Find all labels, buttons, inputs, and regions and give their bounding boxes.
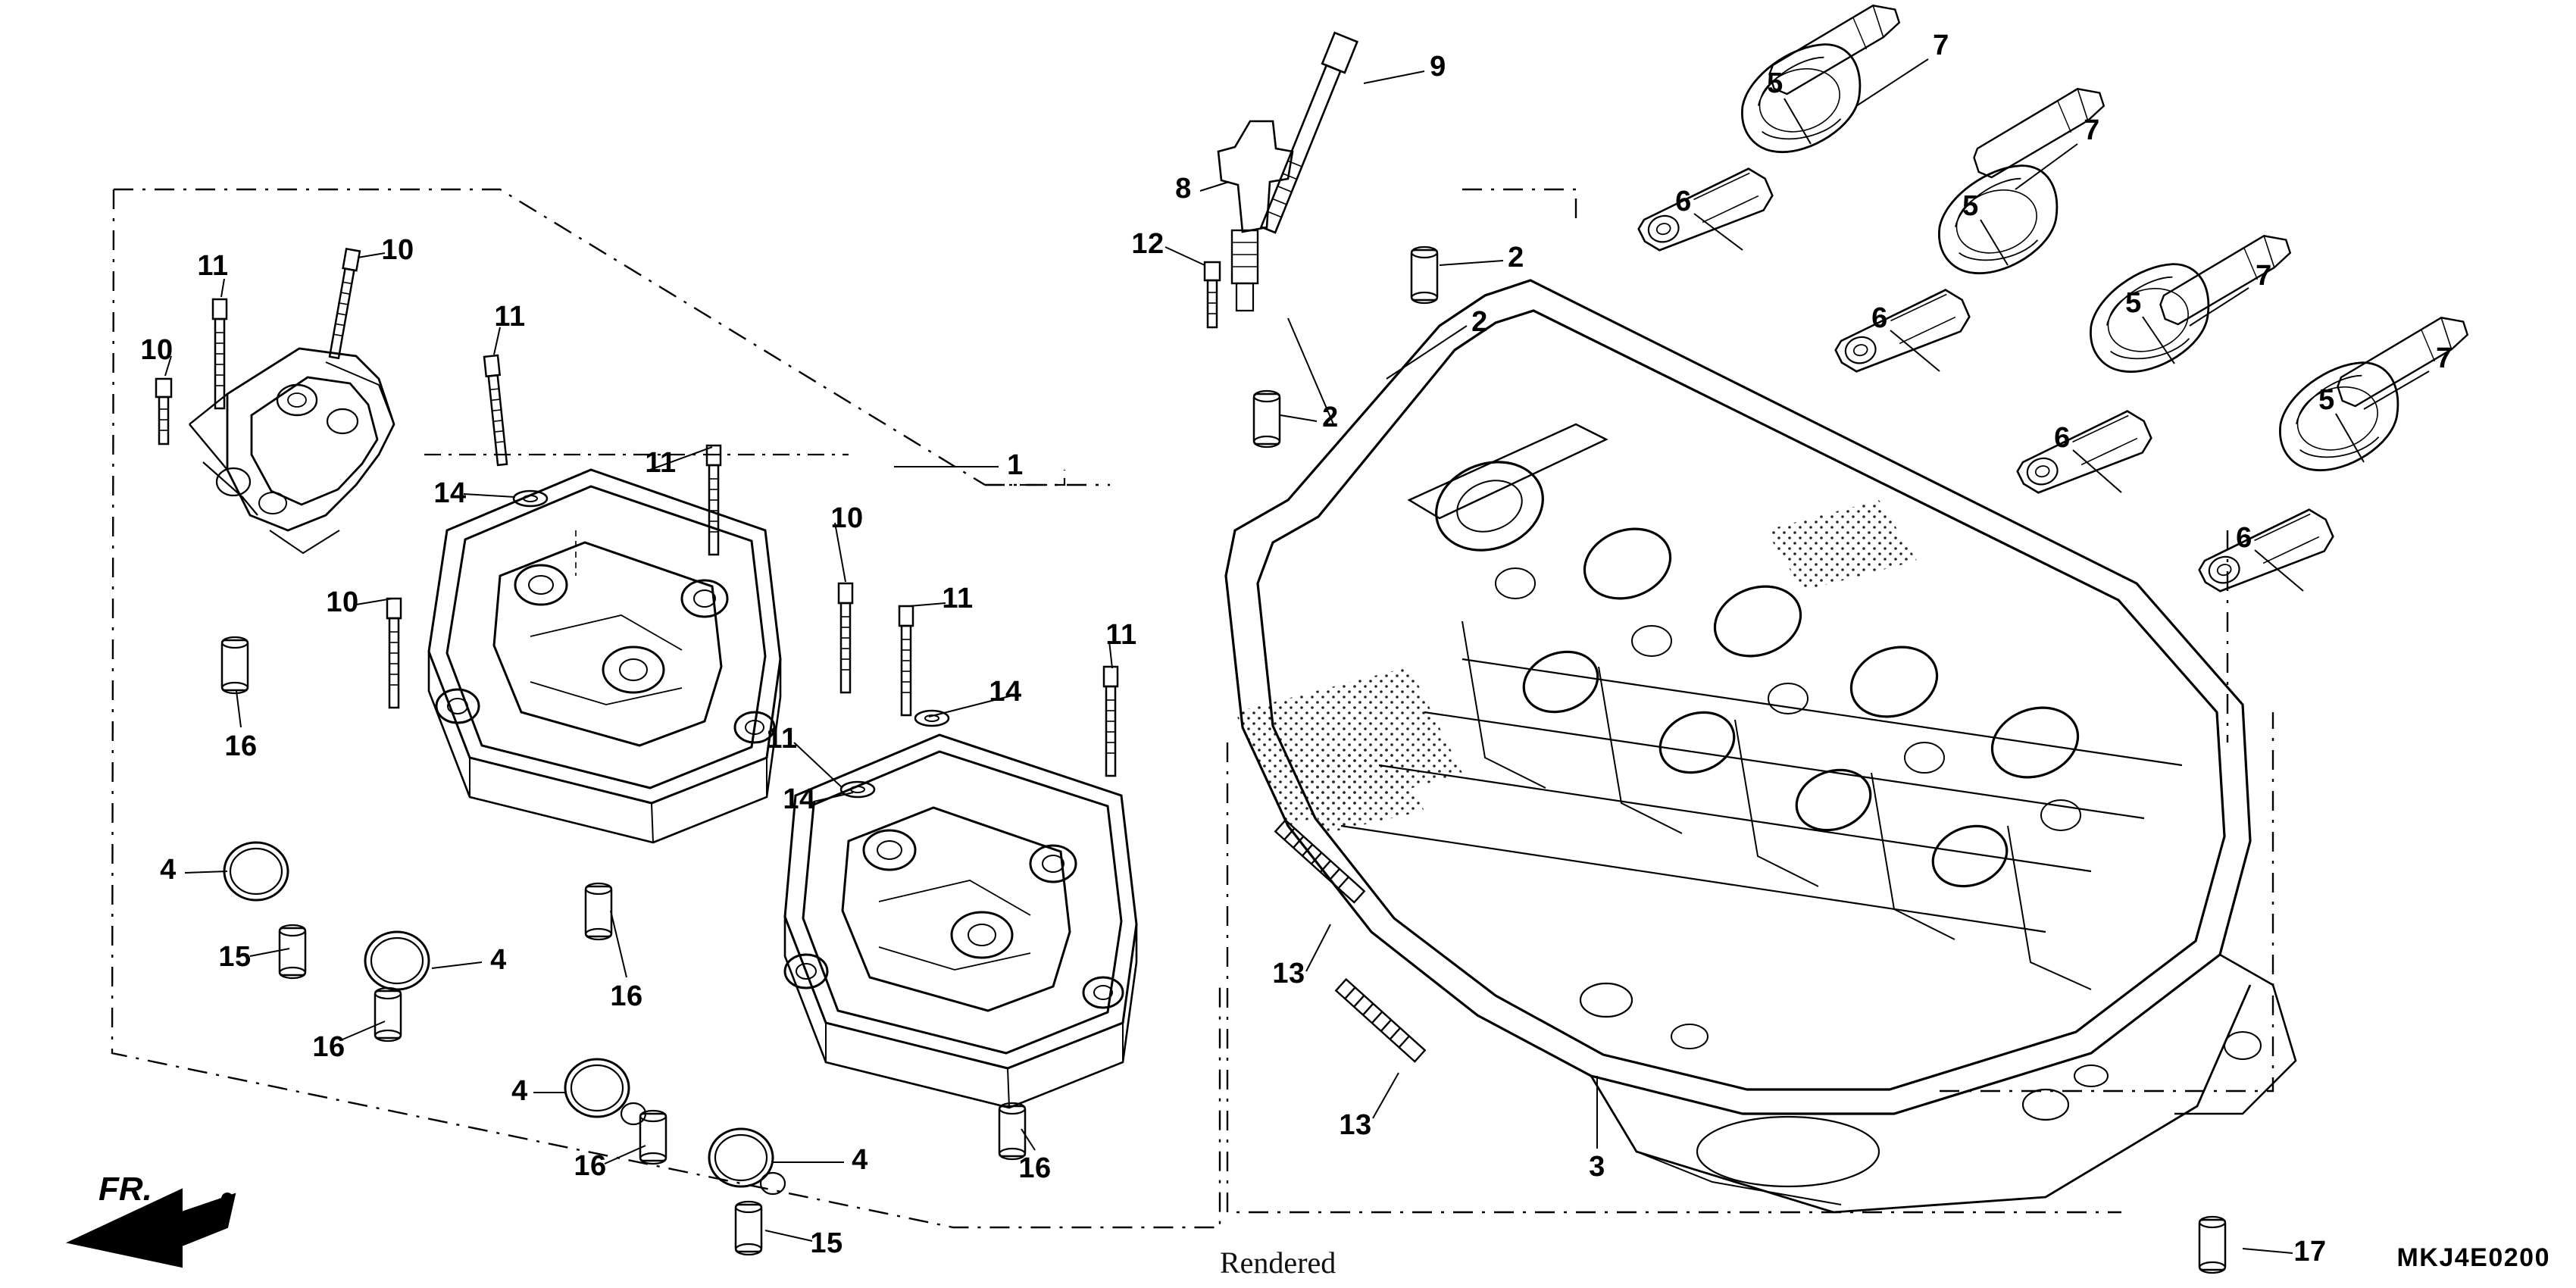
callout-number-16: 16 xyxy=(610,980,643,1012)
callout-number-17: 17 xyxy=(2293,1236,2327,1268)
cover-2-fasteners xyxy=(839,583,1118,1159)
spark-plug xyxy=(1218,121,1333,424)
callout-number-6: 6 xyxy=(1675,186,1692,217)
callout-number-5: 5 xyxy=(2318,384,2335,416)
cylinder-head-cover-1 xyxy=(429,470,780,843)
callout-number-4: 4 xyxy=(490,944,507,976)
camshaft-parts xyxy=(1631,0,2478,595)
callout-number-12: 12 xyxy=(1131,228,1165,260)
callout-number-7: 7 xyxy=(2084,114,2100,146)
callout-number-11: 11 xyxy=(1105,619,1137,651)
cover-1-fasteners xyxy=(484,355,721,939)
callout-number-3: 3 xyxy=(1589,1151,1605,1183)
callout-number-6: 6 xyxy=(2236,522,2252,554)
callout-number-9: 9 xyxy=(1430,51,1446,83)
callout-number-5: 5 xyxy=(1767,67,1784,99)
callout-number-10: 10 xyxy=(326,586,359,618)
callout-number-16: 16 xyxy=(312,1031,345,1063)
callout-number-5: 5 xyxy=(2125,287,2142,319)
callout-number-7: 7 xyxy=(2436,342,2453,374)
callout-number-13: 13 xyxy=(1272,958,1305,989)
callout-number-14: 14 xyxy=(433,477,467,509)
callout-number-14: 14 xyxy=(783,783,816,815)
callout-number-13: 13 xyxy=(1339,1109,1372,1141)
cylinder-head-bolt-9 xyxy=(1257,33,1357,234)
leader-lines xyxy=(165,59,2429,1253)
callout-number-11: 11 xyxy=(645,447,677,479)
callout-number-10: 10 xyxy=(381,234,414,266)
callout-number-4: 4 xyxy=(511,1075,528,1107)
callout-number-15: 15 xyxy=(218,941,252,973)
callout-number-2: 2 xyxy=(1471,306,1488,338)
callout-number-4: 4 xyxy=(852,1144,868,1176)
callout-number-16: 16 xyxy=(574,1150,607,1182)
callout-number-14: 14 xyxy=(989,676,1022,708)
front-direction-label: FR. xyxy=(98,1171,152,1208)
callout-number-7: 7 xyxy=(1933,30,1949,61)
cylinder-head-cover-2 xyxy=(785,735,1136,1108)
callout-number-6: 6 xyxy=(1871,302,1888,334)
diagram-code-label: MKJ4E0200 xyxy=(2396,1243,2550,1272)
callout-number-5: 5 xyxy=(1962,190,1979,222)
callout-number-1: 1 xyxy=(1007,449,1024,481)
callout-number-15: 15 xyxy=(810,1227,843,1259)
callout-number-10: 10 xyxy=(830,502,864,534)
dowel-17 xyxy=(2199,1217,2225,1273)
callout-number-11: 11 xyxy=(494,301,526,333)
group-boundary-1 xyxy=(112,189,1220,1227)
cam-holder-assembly xyxy=(189,349,394,553)
callout-number-16: 16 xyxy=(224,730,258,762)
callout-number-4: 4 xyxy=(160,854,177,886)
callout-number-8: 8 xyxy=(1175,173,1192,205)
callout-number-16: 16 xyxy=(1018,1152,1052,1184)
callout-number-7: 7 xyxy=(2256,260,2272,292)
callout-number-2: 2 xyxy=(1322,402,1339,433)
callout-number-11: 11 xyxy=(197,250,229,282)
o-rings-and-plugs xyxy=(224,843,785,1255)
callout-number-11: 11 xyxy=(942,583,974,614)
bolt-12 xyxy=(1205,262,1220,327)
callout-number-10: 10 xyxy=(140,334,174,366)
group-boundary-1-inner xyxy=(424,455,1064,485)
callout-number-11: 11 xyxy=(766,723,798,755)
stud-bolts-13 xyxy=(1275,821,1424,1062)
left-assembly-fasteners xyxy=(156,249,401,708)
head-shading xyxy=(1235,500,1917,833)
callout-number-6: 6 xyxy=(2054,422,2071,454)
callout-number-2: 2 xyxy=(1508,242,1524,274)
dowel-pins-2 xyxy=(1254,247,1437,447)
watermark-text: Rendered xyxy=(1220,1246,1336,1280)
